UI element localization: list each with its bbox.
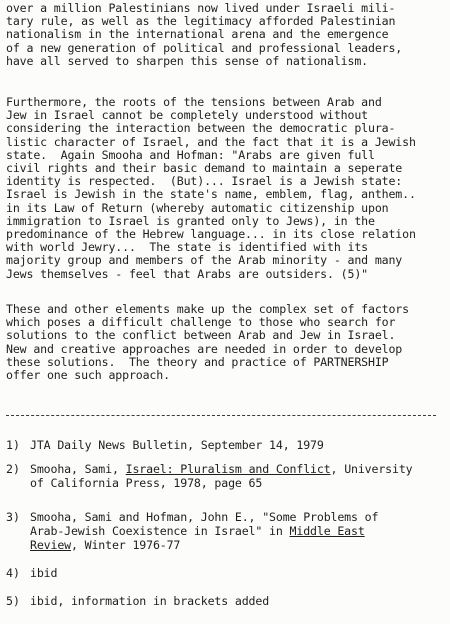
footnote-line: [30, 524, 378, 538]
paragraph-line: Israel is Jewish in the state's name, emblem, flag, anthem..: [6, 187, 416, 202]
footnote-4: [6, 566, 57, 580]
paragraph-line: These and other elements make up the complex set of factors: [6, 302, 409, 316]
paragraph-line: immigration to Israel is granted only to Jews), in the: [6, 213, 375, 228]
paragraph-line: considering the interaction between the democratic plura-: [6, 121, 396, 136]
footnote-text: [30, 594, 269, 608]
footnote-number: 3): [6, 510, 20, 524]
paragraph-line: of a new generation of political and professional leaders,: [6, 40, 403, 55]
cited-title: Review: [30, 538, 71, 552]
paragraph-line: over a million Palestinians now lived under Israeli mili-: [6, 1, 396, 15]
footnote-segment: Smooha, Sami and Hofman, John E., "Some Problems of: [30, 510, 379, 524]
footnote-number: 4): [6, 566, 20, 580]
paragraph-line: nationalism in the international arena and the emergence: [6, 27, 389, 42]
paragraph-partnership: [6, 303, 446, 382]
footnote-2: [6, 462, 413, 490]
cited-title: Israel: Pluralism and Conflict: [125, 462, 331, 476]
paragraph-line: these solutions. The theory and practice of PARTNERSHIP: [6, 354, 389, 369]
footnote-segment: ibid, information in brackets added: [30, 594, 270, 608]
paragraph-line: identity is respected. (But)... Israel is a Jewish state:: [6, 174, 403, 189]
paragraph-line: civil rights and their basic demand to maintain a seperate: [6, 161, 403, 176]
footnote-3: [6, 510, 378, 552]
footnote-line: [30, 438, 324, 452]
footnote-segment: , Winter 1976-77: [70, 538, 181, 552]
footnote-line: [30, 566, 57, 580]
paragraph-line: Jew in Israel cannot be completely understood without: [6, 108, 368, 123]
footnote-segment: Arab-Jewish Coexistence in Israel" in: [30, 524, 290, 538]
paragraph-line: New and creative approaches are needed in order to develop: [6, 341, 403, 356]
footnote-text: [30, 566, 57, 580]
paragraph-roots-of-tension: [6, 96, 446, 281]
footnote-line: [30, 476, 413, 490]
paragraph-line: predominance of the Hebrew language... in its close relation: [6, 227, 416, 242]
paragraph-line: state. Again Smooha and Hofman: "Arabs are given full: [6, 147, 375, 162]
footnote-1: [6, 438, 324, 452]
footnote-line: [30, 594, 269, 608]
footnote-number: 2): [6, 462, 20, 476]
footnote-5: [6, 594, 269, 608]
cited-title: Middle East: [289, 524, 365, 538]
paragraph-line: with world Jewry... The state is identified with its: [6, 240, 368, 255]
paragraph-line: solutions to the conflict between Arab and Jew in Israel.: [6, 328, 396, 343]
paragraph-line: Jews themselves - feel that Arabs are outsiders. (5)": [6, 266, 368, 281]
footnote-segment: , University: [330, 462, 413, 476]
footnote-number: 1): [6, 438, 20, 452]
footnote-line: [30, 462, 413, 476]
footnote-segment: JTA Daily News Bulletin, September 14, 1979: [30, 438, 324, 452]
paragraph-nationalism: [6, 2, 446, 68]
paragraph-line: Furthermore, the roots of the tensions between Arab and: [6, 95, 382, 109]
paragraph-line: majority group and members of the Arab minority - and many: [6, 253, 403, 268]
footnote-line: [30, 510, 378, 524]
footnote-line: [30, 538, 378, 552]
paragraph-line: tary rule, as well as the legitimacy afforded Palestinian: [6, 14, 396, 29]
paragraph-line: listic character of Israel, and the fact that it is a Jewish: [6, 134, 416, 149]
footnote-number: 5): [6, 594, 20, 608]
paragraph-line: in its Law of Return (whereby automatic citizenship upon: [6, 200, 389, 215]
footnote-segment: of California Press, 1978, page 65: [30, 476, 263, 490]
footnote-divider: [6, 415, 436, 416]
footnote-segment: Smooha, Sami,: [30, 462, 126, 476]
paragraph-line: have all served to sharpen this sense of nationalism.: [6, 53, 368, 68]
footnote-segment: ibid: [30, 566, 58, 580]
footnote-text: [30, 510, 378, 552]
paragraph-line: which poses a difficult challenge to those who search for: [6, 315, 396, 330]
paragraph-line: offer one such approach.: [6, 368, 170, 383]
footnote-text: [30, 438, 324, 452]
footnote-text: [30, 462, 413, 490]
